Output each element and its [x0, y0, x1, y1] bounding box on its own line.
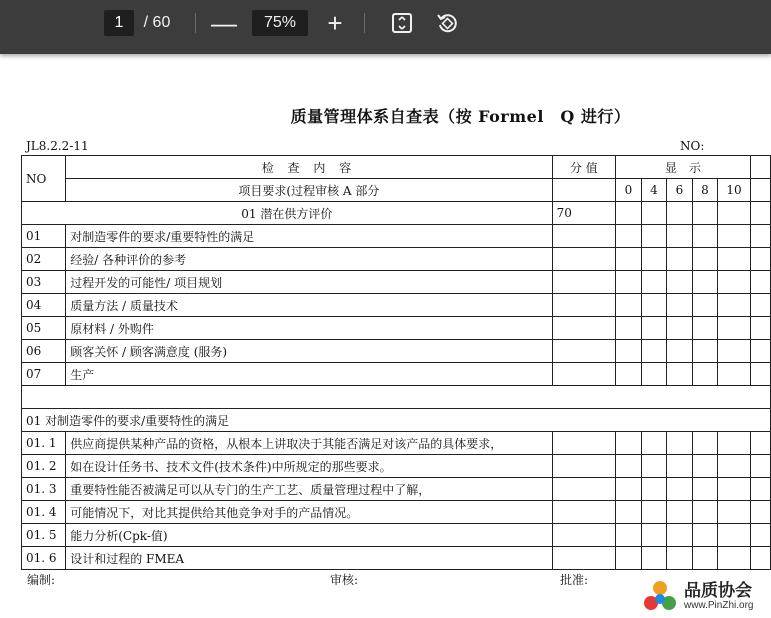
- page-number-input[interactable]: [104, 10, 134, 36]
- sub-item-text: 如在设计任务书、技术文件(技术条件)中所规定的那些要求。: [66, 455, 552, 478]
- item-text: 过程开发的可能性/ 项目规划: [66, 271, 552, 294]
- sub-item-text: 能力分析(Cpk-值): [66, 524, 552, 547]
- table-row: [22, 501, 771, 524]
- table-row: [22, 547, 771, 570]
- item-no: 07: [22, 363, 66, 386]
- header-sub-content: 项目要求(过程审核 A 部分: [66, 179, 552, 202]
- table-row: [22, 225, 771, 248]
- item-text: 原材料 / 外购件: [66, 317, 552, 340]
- item-text: 生产: [66, 363, 552, 386]
- sub-item-no: 01. 4: [22, 501, 66, 524]
- display-col: 10: [718, 179, 751, 202]
- header-no: NO: [22, 156, 66, 202]
- item-no: 03: [22, 271, 66, 294]
- header-content: 检 查 内 容: [66, 156, 552, 179]
- item-text: 对制造零件的要求/重要特性的满足: [66, 225, 552, 248]
- item-no: 05: [22, 317, 66, 340]
- item-no: 01: [22, 225, 66, 248]
- no-label: NO:: [680, 139, 705, 153]
- fit-page-icon[interactable]: [388, 10, 416, 36]
- display-col: 8: [692, 179, 718, 202]
- rotate-icon[interactable]: [433, 10, 461, 36]
- footer-prepared: 编制:: [27, 573, 56, 587]
- watermark-name: 品质协会: [684, 580, 752, 601]
- watermark: [640, 576, 771, 618]
- sub-item-text: 设计和过程的 FMEA: [66, 547, 552, 570]
- zoom-in-icon[interactable]: +: [327, 7, 343, 38]
- sub-item-text: 供应商提供某种产品的资格，从根本上讲取决于其能否满足对该产品的具体要求，: [66, 432, 552, 455]
- table-row: [22, 317, 771, 340]
- table-row: [22, 271, 771, 294]
- header-display: 显 示: [616, 156, 751, 179]
- table-row: [22, 248, 771, 271]
- zoom-out-icon[interactable]: —: [211, 7, 237, 38]
- checklist-table: [21, 155, 771, 570]
- table-row-empty: [22, 386, 771, 409]
- item-no: 04: [22, 294, 66, 317]
- page-title: 质量管理体系自查表（按 Formel Q 进行）: [290, 107, 631, 126]
- zoom-level[interactable]: 75%: [252, 10, 308, 36]
- sub-item-text: 重要特性能否被满足可以从专门的生产工艺、质量管理过程中了解，: [66, 478, 552, 501]
- item-no: 06: [22, 340, 66, 363]
- sub-item-no: 01. 2: [22, 455, 66, 478]
- subsection-title: 01 对制造零件的要求/重要特性的满足: [22, 409, 771, 432]
- footer-reviewed: 审核:: [330, 573, 359, 587]
- display-col: 0: [616, 179, 642, 202]
- watermark-url: www.PinZhi.org: [684, 599, 754, 611]
- pinzhi-logo-icon: [640, 577, 680, 617]
- item-no: 02: [22, 248, 66, 271]
- table-row: [22, 524, 771, 547]
- sub-item-no: 01. 1: [22, 432, 66, 455]
- sub-item-text: 可能情况下，对比其提供给其他竞争对手的产品情况。: [66, 501, 552, 524]
- document-code: JL8.2.2-11: [26, 139, 89, 153]
- footer-approved: 批准:: [560, 573, 589, 587]
- table-row: [22, 432, 771, 455]
- sub-item-no: 01. 3: [22, 478, 66, 501]
- table-row: [22, 294, 771, 317]
- page-total: / 60: [143, 14, 171, 31]
- display-col: 4: [641, 179, 667, 202]
- pdf-toolbar: [0, 0, 771, 54]
- table-row: [22, 478, 771, 501]
- display-col: 6: [667, 179, 693, 202]
- toolbar-divider: [195, 13, 196, 33]
- subsection-row: [22, 409, 771, 432]
- table-row: [22, 455, 771, 478]
- toolbar-divider: [364, 13, 365, 33]
- item-text: 顾客关怀 / 顾客满意度 (服务): [66, 340, 552, 363]
- item-text: 质量方法 / 质量技术: [66, 294, 552, 317]
- section-title: 01 潜在供方评价: [22, 202, 553, 225]
- table-row: [22, 340, 771, 363]
- item-text: 经验/ 各种评价的参考: [66, 248, 552, 271]
- sub-item-no: 01. 5: [22, 524, 66, 547]
- section-score: 70: [552, 202, 616, 225]
- sub-item-no: 01. 6: [22, 547, 66, 570]
- header-score: 分 值: [552, 156, 616, 179]
- table-row: [22, 363, 771, 386]
